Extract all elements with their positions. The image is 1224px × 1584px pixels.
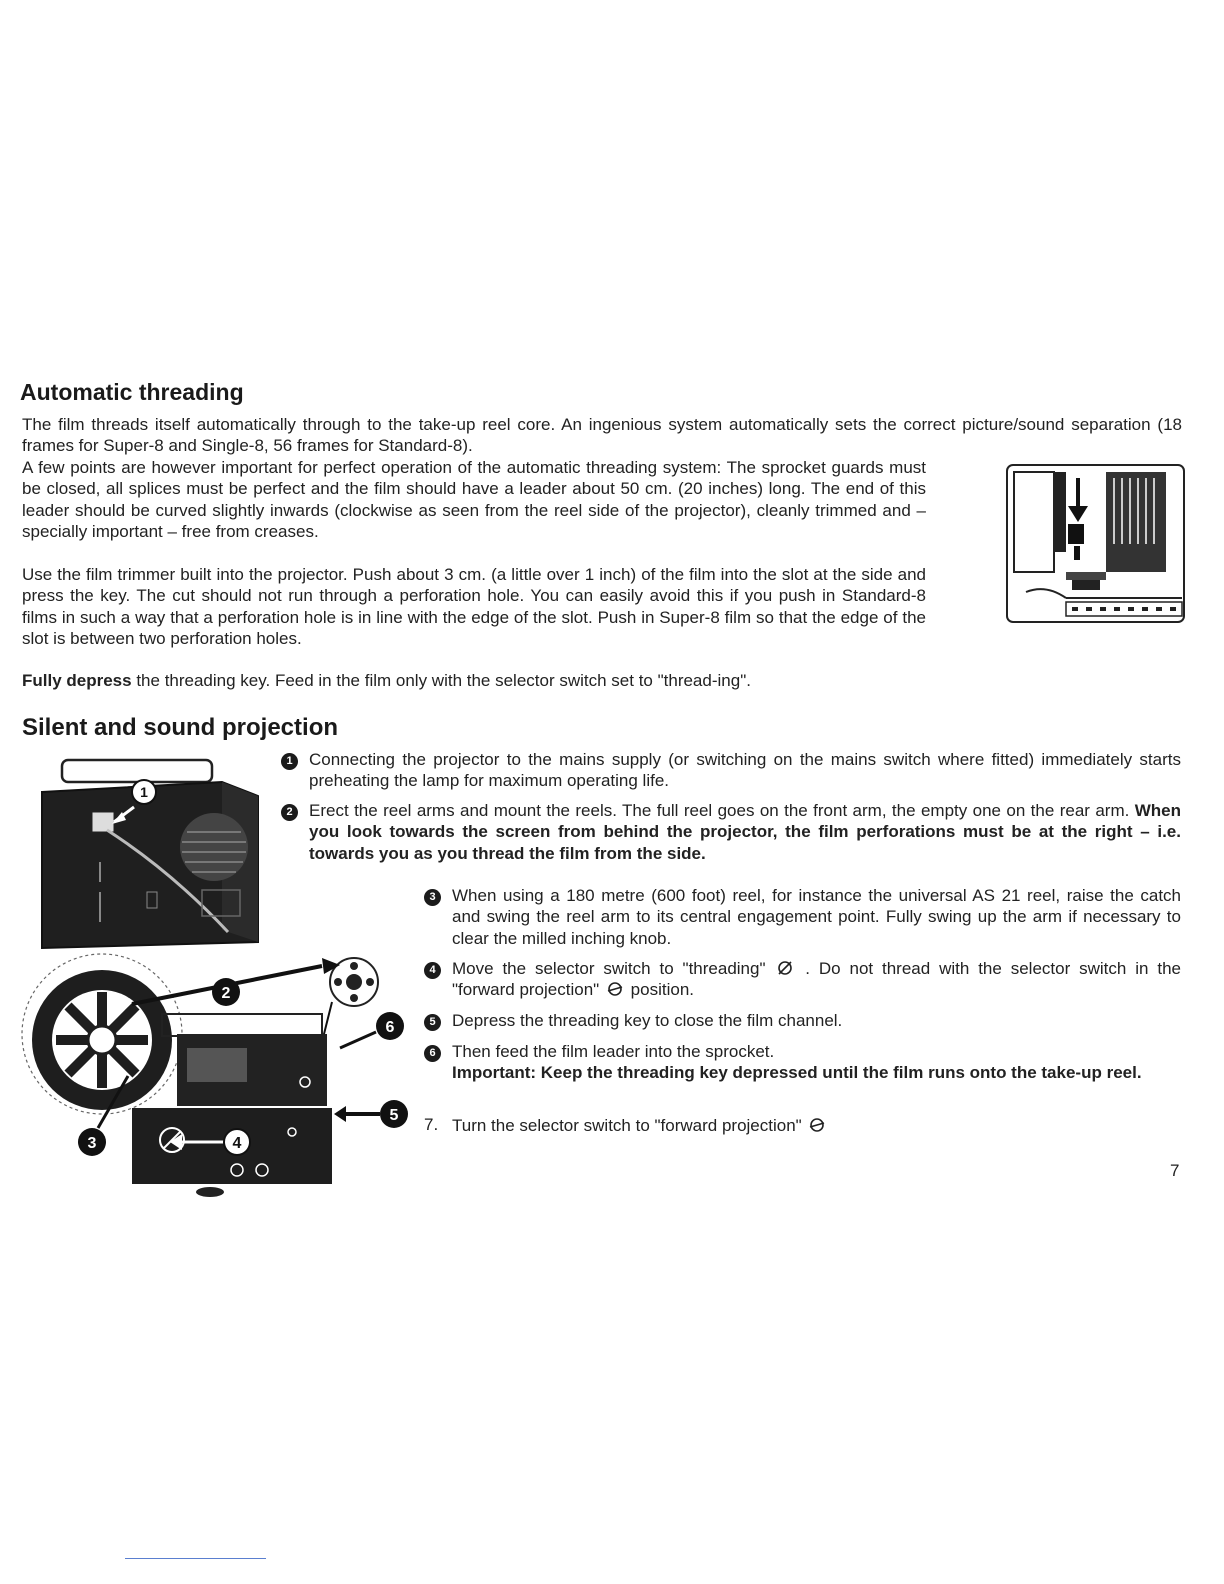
figure-label-3: 3 bbox=[87, 1135, 97, 1152]
paragraph-threading-key bbox=[22, 670, 926, 691]
figure-label-6: 6 bbox=[385, 1019, 395, 1036]
paragraph-intro: The film threads itself automatically through to the take-up reel core. An ingenious system automatically sets the correct picture/sound separation (18 frames for Super-8 and Single-8, 56 frames for Standard-8). bbox=[22, 415, 1182, 456]
section-title-projection: Silent and sound projection bbox=[22, 714, 339, 741]
step-number-1: 1 bbox=[281, 753, 298, 770]
figure-label-1: 1 bbox=[140, 784, 148, 800]
forward-projection-symbol-icon bbox=[604, 980, 626, 998]
footer-rule bbox=[125, 1558, 266, 1559]
step-number-4: 4 bbox=[424, 962, 441, 979]
bold-text: Fully depress bbox=[22, 671, 132, 690]
figure-label-4: 4 bbox=[232, 1135, 242, 1152]
step-6-text bbox=[452, 1041, 1181, 1084]
step-number-5: 5 bbox=[424, 1014, 441, 1031]
step-number-6: 6 bbox=[424, 1045, 441, 1062]
regular-text: the threading key. Feed in the film only with the selector switch set to "thread-ing". bbox=[131, 671, 751, 690]
regular-text: position. bbox=[630, 980, 694, 1000]
paragraph-trimmer: Use the film trimmer built into the projector. Push about 3 cm. (a little over 1 inch) of the film into the slot at the side and press the key. The cut should not run through a perforation hole. You can easily avoid this if you push in Standard-8 films in such a way that a perforation hole is in line with the edge of the slot. Push in Super-8 film so that the edge of the slot is between two perforation holes. bbox=[22, 565, 926, 649]
paragraph-points: A few points are however important for perfect operation of the automatic threading system: The sprocket guards must be closed, all splices must be perfect and the film should have a leader about 50 cm. (20 inches) long. The end of this leader should be curved slightly inwards (clockwise as seen from the reel side of the projector), cleanly trimmed and – specially important – free from creases. bbox=[22, 458, 926, 542]
regular-text: . Do not thread with the selector switch in the "forward projection" bbox=[452, 959, 1181, 1000]
step-3-text: When using a 180 metre (600 foot) reel, for instance the universal AS 21 reel, raise the catch and swing the reel arm to its central engagement point. Fully swing up the arm if necessary to clear the milled inching knob. bbox=[452, 886, 1181, 948]
regular-text: Turn the selector switch to "forward projection" bbox=[452, 1116, 802, 1135]
figure-label-5: 5 bbox=[389, 1107, 399, 1124]
step-7-text bbox=[452, 1115, 1181, 1136]
step-1-text: Connecting the projector to the mains supply (or switching on the mains switch where fitted) immediately starts preheating the lamp for maximum operating life. bbox=[309, 750, 1181, 791]
bold-text: Important: Keep the threading key depressed until the film runs onto the take-up reel. bbox=[452, 1063, 1142, 1083]
step-number-7: 7. bbox=[424, 1115, 439, 1134]
projector-threading-illustration bbox=[22, 952, 412, 1202]
projector-mains-illustration bbox=[22, 752, 272, 952]
film-trimmer-illustration bbox=[1006, 464, 1186, 624]
forward-projection-symbol-icon bbox=[806, 1116, 828, 1134]
section-title-automatic-threading: Automatic threading bbox=[20, 379, 244, 405]
step-number-3: 3 bbox=[424, 889, 441, 906]
figure-label-2: 2 bbox=[221, 985, 231, 1002]
regular-text: Erect the reel arms and mount the reels. The full reel goes on the front arm, the empty one on the rear arm. bbox=[309, 801, 1135, 820]
bold-text: When you look towards the screen from behind the projector, the film perforations must be at the right – i.e. towards you as you thread the film from the side. bbox=[309, 801, 1181, 863]
page-number: 7 bbox=[1170, 1161, 1180, 1180]
step-number-2: 2 bbox=[281, 804, 298, 821]
regular-text: Then feed the film leader into the sprocket. bbox=[452, 1042, 775, 1061]
step-4-text bbox=[452, 958, 1181, 1001]
step-2-text bbox=[309, 800, 1181, 864]
threading-symbol-icon bbox=[774, 959, 796, 977]
step-5-text: Depress the threading key to close the film channel. bbox=[452, 1011, 843, 1030]
regular-text: Move the selector switch to "threading" bbox=[452, 959, 766, 978]
